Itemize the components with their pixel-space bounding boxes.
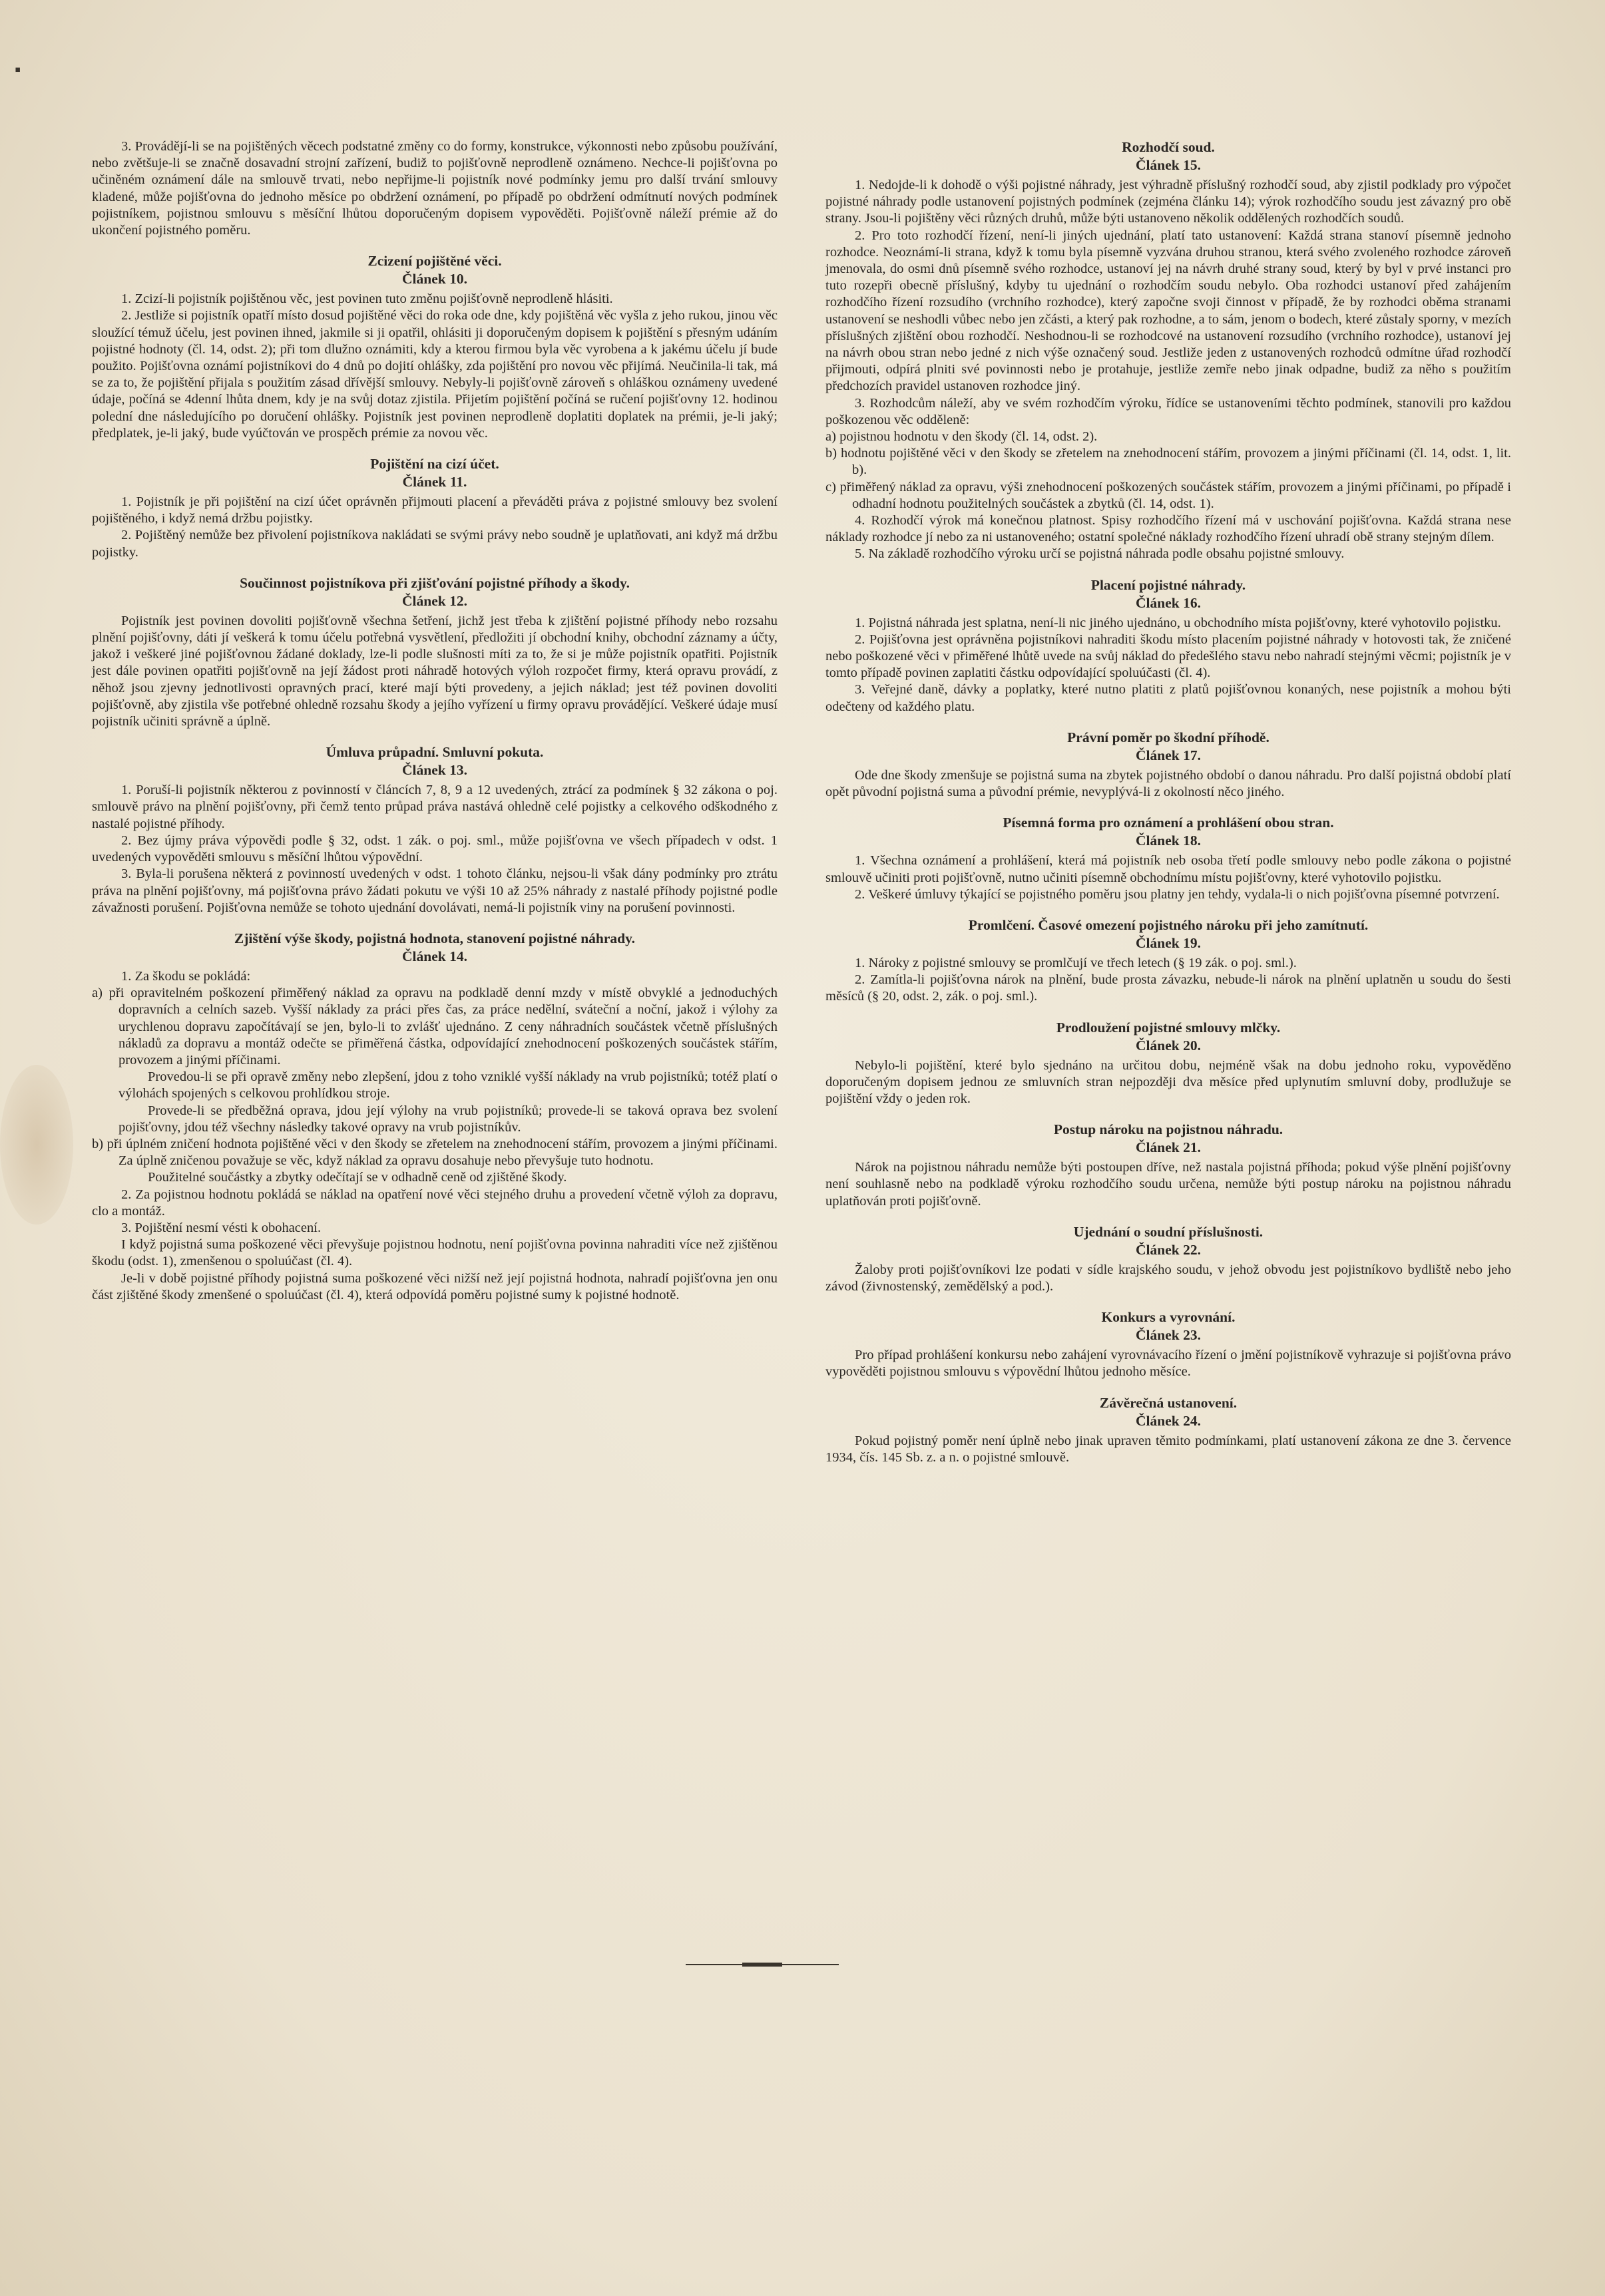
- article-section: [825, 1121, 1511, 1210]
- section-heading: Pojištění na cizí účet.: [370, 456, 499, 473]
- section-heading: Ujednání o soudní příslušnosti.: [1073, 1223, 1263, 1240]
- article-number: Článek 19.: [1136, 934, 1201, 951]
- list-item: [825, 429, 1511, 445]
- paragraph: 1. Poruší-li pojistník některou z povinností v článcích 7, 8, 9 a 12 uvedených, ztrácí za podmínek § 32 zákona o poj. smlouvě právo na plnění pojišťovny, při čemž tento průpad práva nastává ohledně celé pojistky a celkového odškodného z nastalé pojistné příhody.: [92, 783, 778, 831]
- article-section: [92, 743, 778, 916]
- closing-rule: [686, 1962, 839, 1967]
- article-section: [825, 814, 1511, 903]
- paragraph: 2. Za pojistnou hodnotu pokládá se náklad na opatření nové věci stejného druhu a provedení včetně výloh za dopravu, clo a montáž.: [92, 1187, 778, 1219]
- article-section: [92, 574, 778, 730]
- section-heading: Úmluva průpadní. Smluvní pokuta.: [326, 744, 544, 761]
- article-number: Článek 24.: [1136, 1412, 1201, 1429]
- section-heading: Promlčení. Časové omezení pojistného nároku při jeho zamítnutí.: [968, 916, 1369, 933]
- article-section: [92, 930, 778, 1304]
- closing-rule-center: [742, 1963, 782, 1967]
- article-number: Článek 12.: [402, 592, 467, 609]
- paragraph: 1. Pojistná náhrada jest splatna, není-li nic jiného ujednáno, u obchodního místa pojišťovny, které vyhotovilo pojistku.: [855, 615, 1501, 630]
- list-item-label: b): [92, 1136, 104, 1151]
- article-number: Článek 17.: [1136, 747, 1201, 763]
- paragraph: 2. Pro toto rozhodčí řízení, není-li jiných ujednání, platí tato ustanovení: Každá strana stanoví písemně jednoho rozhodce. Neoznámí-li strana, když k tomu byla písemně vyzvána druhou stranou, která svého zvoleného rozhodce zároveň jmenovala, do osmi dnů písemně svého rozhodce, ustanoví jej na návrh druhé strany soud, který by byl v prvé instanci pro tuto rozepři obecně příslušný, kdyby tu ujednání o rozhodčím soudu nebylo. Oba rozhodci ustanoví před zahájením rozhodčího řízení rozsudího (vrchního rozhodce), který započne svoji činnost v případě, že by rozhodci oběma stranami ustanovení se neshodli vůbec nebo jen zčásti, a který pak rozhodne, a to sám, jenom o bodech, které zůstaly sporny, v mezích příslušných zjištění obou rozhodčí. Neshodnou-li se rozhodcové na ustanovení rozsudího (vrchního rozhodce), ustanoví jej na návrh obou stran nebo jedné z nich výše označený soud. Jestliže jeden z ustanovených rozhodců odmítne úřad rozhodčí přijmouti, odpírá plniti své povinnosti nebo je protahuje, jestliže zemře nebo jinak odpadne, budiž za něho s použitím předchozích pravidel ustanoven rozhodce jiný.: [825, 228, 1511, 394]
- article-section: [92, 138, 778, 239]
- paragraph: 2. Veškeré úmluvy týkající se pojistného poměru jsou platny jen tehdy, vydala-li o nich pojišťovna písemné potvrzení.: [855, 886, 1500, 902]
- article-section: [825, 1223, 1511, 1295]
- left-column: [92, 138, 778, 1317]
- list-item: [92, 985, 778, 1136]
- article-section: [825, 138, 1511, 563]
- article-section: [825, 1394, 1511, 1466]
- article-section: [825, 916, 1511, 1006]
- section-heading: Zjištění výše škody, pojistná hodnota, stanovení pojistné náhrady.: [234, 930, 636, 946]
- article-section: [825, 576, 1511, 715]
- paragraph: 1. Všechna oznámení a prohlášení, která má pojistník neb osoba třetí podle smlouvy nebo podle zákona o pojistné smlouvě učiniti proti pojišťovně, nutno učiniti písemně obchodnímu místu pojišťovny, které vyhotovilo pojistku.: [825, 853, 1511, 885]
- article-number: Článek 22.: [1136, 1241, 1201, 1258]
- list-item-label: c): [825, 479, 836, 494]
- list-item-text: pojistnou hodnotu v den škody (čl. 14, odst. 2).: [839, 429, 1098, 445]
- article-section: [92, 252, 778, 442]
- list-item-subparagraph: Použitelné součástky a zbytky odečítají se v odhadně ceně od zjištěné škody.: [148, 1170, 567, 1185]
- list-item: [825, 479, 1511, 512]
- paragraph: 1. Zcizí-li pojistník pojištěnou věc, jest povinen tuto změnu pojišťovně neprodleně hlásiti.: [121, 291, 613, 307]
- paragraph: Nebylo-li pojištění, které bylo sjednáno na určitou dobu, nejméně však na dobu jednoho roku, vypověděno doporučeným dopisem jednou ze smluvních stran nejpozději dva měsíce před uplynutím smluvní doby, prodlužuje se pojištění vždy o jeden rok.: [825, 1057, 1511, 1106]
- article-number: Článek 15.: [1136, 157, 1201, 173]
- section-heading: Zcizení pojištěné věci.: [367, 253, 502, 270]
- paragraph: Pojistník jest povinen dovoliti pojišťovně všechna šetření, jichž jest třeba k zjištění pojistné příhody nebo rozsahu plnění pojišťovny, dáti jí veškerá k tomu účelu potřebná vysvětlení, předložiti jí obchodní knihy, obchodní záznamy a účty, jakož i veškeré jiné pojišťovnou žádané doklady, lze-li podle slušnosti míti za to, že si je může pojistník opatřiti. Pojistník jest dále povinen opatřiti pojišťovně na její žádost proti náhradě hotových výloh rozpočet firmy, která opravu provádí, z něhož jsou zjevny jednotlivosti opravných prací, které mají býti provedeny, a jejich náklad; jest též povinen dovoliti pojišťovně, aby zjistila vše potřebné ohledně rozsahu škody a jejího vyřízení u firmy opravu provádějící. Veškeré údaje musí pojistník učiniti správně a úplně.: [92, 613, 778, 729]
- paragraph: 3. Byla-li porušena některá z povinností uvedených v odst. 1 tohoto článku, nejsou-li však dány podmínky pro ztrátu práva na plnění pojišťovny, má pojišťovna právo žádati pokutu ve výši 10 až 25% náhrady z nastalé příhody pojistné podle závažnosti porušení. Pojišťovna nemůže se tohoto ujednání dovolávati, nemá-li pojistník viny na porušení povinnosti.: [92, 866, 778, 915]
- paragraph: 1. Nároky z pojistné smlouvy se promlčují ve třech letech (§ 19 zák. o poj. sml.).: [855, 955, 1297, 970]
- list-item: [825, 445, 1511, 478]
- list-item-text: hodnotu pojištěné věci v den škody se zřetelem na znehodnocení stářím, provozem a jinými příčinami (čl. 14, odst. 1, lit. b).: [841, 446, 1511, 478]
- paragraph: Ode dne škody zmenšuje se pojistná suma na zbytek pojistného období o danou náhradu. Pro další pojistná období platí opět původní pojistná suma a původní prémie, nevyplývá-li z okolností něco jiného.: [825, 767, 1511, 800]
- article-section: [825, 729, 1511, 801]
- list-item-text: přiměřený náklad za opravu, výši znehodnocení poškozených součástek stářím, provozem a jinými příčinami, po případě i odhadní hodnotu použitelných součástek a zbytků (čl. 14, odst. 1).: [839, 479, 1512, 511]
- list-item-label: a): [825, 429, 836, 445]
- list-item-label: b): [825, 446, 837, 461]
- article-number: Článek 11.: [402, 474, 467, 490]
- article-number: Článek 14.: [402, 948, 467, 964]
- paragraph: 2. Bez újmy práva výpovědi podle § 32, odst. 1 zák. o poj. sml., může pojišťovna ve všech případech v odst. 1 uvedených vypověděti smlouvu s měsíční lhůtou výpovědní.: [92, 833, 778, 865]
- paragraph: Pokud pojistný poměr není úplně nebo jinak upraven těmito podmínkami, platí ustanovení zákona ze dne 3. července 1934, čís. 145 Sb. z. a n. o pojistné smlouvě.: [825, 1433, 1511, 1465]
- article-number: Článek 21.: [1136, 1139, 1201, 1156]
- paragraph: Žaloby proti pojišťovníkovi lze podati v sídle krajského soudu, v jehož obvodu jest pojistníkovo bydliště nebo jeho závod (živnostenský, zemědělský a pod.).: [825, 1262, 1511, 1294]
- paragraph: 1. Nedojde-li k dohodě o výši pojistné náhrady, jest výhradně příslušný rozhodčí soud, aby zjistil podklady pro výpočet pojistné náhrady podle ustanovení pojistných podmínek (zejména článku 14); výrok rozhodčího soudu jest závazný pro obě strany. Jsou-li pojištěny věci různých druhů, může býti ustanoveno několik oddělených rozhodčích soudů.: [825, 178, 1511, 226]
- list-item-text: při úplném zničení hodnota pojištěné věci v den škody se zřetelem na znehodnocení stářím, provozem a jinými příčinami. Za úplně zničenou považuje se věc, když náklad za opravu dosahuje nebo převyšuje tuto hodnotu.: [107, 1136, 778, 1169]
- paragraph: Pro případ prohlášení konkursu nebo zahájení vyrovnávacího řízení o jmění pojistníkově vyhrazuje si pojišťovna právo vypověděti pojistnou smlouvu s výpovědní lhůtou jednoho měsíce.: [825, 1348, 1511, 1380]
- list-item-subparagraph: Provedou-li se při opravě změny nebo zlepšení, jdou z toho vzniklé vyšší náklady na vrub pojistníků; totéž platí o výlohách spojených s celkovou prohlídkou stroje.: [118, 1069, 778, 1101]
- paragraph: 3. Pojištění nesmí vésti k obohacení.: [121, 1220, 322, 1235]
- paragraph: 1. Za škodu se pokládá:: [121, 968, 251, 984]
- paragraph: 1. Pojistník je při pojištění na cizí účet oprávněn přijmouti placení a převáděti práva z pojistné smlouvy bez svolení pojištěného, i když nemá držbu pojistky.: [92, 494, 778, 526]
- section-heading: Závěrečná ustanovení.: [1099, 1394, 1238, 1411]
- article-number: Článek 23.: [1136, 1327, 1201, 1344]
- section-heading: Součinnost pojistníkova při zjišťování pojistné příhody a škody.: [240, 574, 630, 591]
- paragraph: Je-li v době pojistné příhody pojistná suma poškozené věci nižší než její pojistná hodnota, nahradí pojišťovna jen onu část zjištěné škody zmenšené o spoluúčast (čl. 4), která odpovídá poměru pojistné sumy k pojistné hodnotě.: [92, 1270, 778, 1302]
- list-item-text: při opravitelném poškození přiměřený náklad za opravu na podkladě denní mzdy v místě obvyklé a jednoduchých dopravních a celních sazeb. Vyšší náklady za práci přes čas, za práce nedělní, sváteční a noční, jakož i výlohy za urychlenou dopravu započítávají se jen, bylo-li to zvlášť ujednáno. Z ceny náhradních součástek včetně příslušných nákladů za dopravu a montáž odečte se přiměřená částka, odpovídající znehodnocení poškozených součástek stářím, provozem a jinými příčinami.: [109, 986, 778, 1067]
- paragraph: 3. Provádějí-li se na pojištěných věcech podstatné změny co do formy, konstrukce, výkonnosti nebo způsobu používání, nebo zvětšuje-li se značně dosavadní strojní zařízení, budiž to pojišťovně neprodleně oznámeno. Nechce-li pojišťovna po učiněném oznámení dále na smlouvě trvati, nebo nepřijme-li pojistník nové podmínky jemu pro další trvání smlouvy kladené, může pojišťovna do jednoho měsíce po obdržení oznámení, po případě po obdržení odmítnutí nových podmínek pojistníkem, pojistnou smlouvu s měsíční lhůtou doporučeným dopisem vypověděti. Pojišťovně náleží prémie až do ukončení pojistného poměru.: [92, 139, 778, 238]
- paragraph: 3. Rozhodcům náleží, aby ve svém rozhodčím výroku, řídíce se ustanoveními těchto podmínek, stanovili pro každou poškozenou věc odděleně:: [825, 395, 1511, 427]
- article-section: [825, 1019, 1511, 1108]
- paragraph: I když pojistná suma poškozené věci převyšuje pojistnou hodnotu, není pojišťovna povinna nahraditi více než zjištěnou škodu (odst. 1), zmenšenou o spoluúčast (čl. 4).: [92, 1237, 778, 1269]
- article-number: Článek 20.: [1136, 1037, 1201, 1053]
- paragraph: 4. Rozhodčí výrok má konečnou platnost. Spisy rozhodčího řízení má v uschování pojišťovna. Každá strana nese náklady rozhodce jí nebo za ni ustanoveného; ostatní společné náklady rozhodčího řízení uhradí obě strany stejným dílem.: [825, 513, 1511, 545]
- section-heading: Placení pojistné náhrady.: [1090, 576, 1246, 593]
- margin-mark: ▪: [15, 60, 21, 79]
- paragraph: 2. Pojišťovna jest oprávněna pojistníkovi nahraditi škodu místo placením pojistné náhrady v hotovosti tak, že zničené nebo poškozené věci v přiměřené lhůtě uvede na svůj náklad do předešlého stavu nebo nahradí stejnými věcmi; pojistník je v tomto případě povinen zaplatiti částku odpovídající spoluúčasti (čl. 4).: [825, 632, 1511, 681]
- article-number: Článek 13.: [402, 762, 467, 779]
- paragraph: 2. Jestliže si pojistník opatří místo dosud pojištěné věci do roka ode dne, kdy pojištěná věc vyšla z jeho rukou, jinou věc sloužící témuž účelu, jest povinen ihned, jakmile si ji opatřil, ohlásiti ji doporučeným dopisem k pojištění s přesným udáním pojistné hodnoty (čl. 14, odst. 2); při tom dlužno oznámiti, kdy a kterou firmou byla věc vyrobena a k jakému účelu jí bude použito. Pojišťovna oznámí pojistníkovi do 4 dnů po dojití ohlášky, zda pojištění pro novou věc přijímá. Neučinila-li tak, má se za to, že pojištění přijala s použitím zásad dřívější smlouvy. Nebyly-li pojišťovně zároveň s ohláškou oznámeny uvedené údaje, počíná se 4denní lhůta dnem, kdy je na svůj dotaz zjistila. Přijetím pojištění počíná se ručení pojišťovny 12. hodinou polední dne následujícího po doručení ohlášky. Pojistník jest povinen neprodleně doplatiti doplatek na prémii, je-li jaký; předplatek, je-li jaký, bude vyúčtován ve prospěch prémie za novou věc.: [92, 308, 778, 441]
- paragraph: 2. Pojištěný nemůže bez přivolení pojistníkova nakládati se svými právy nebo soudně je uplatňovati, ani když má držbu pojistky.: [92, 528, 778, 560]
- section-heading: Písemná forma pro oznámení a prohlášení obou stran.: [1003, 815, 1334, 831]
- paragraph: 3. Veřejné daně, dávky a poplatky, které nutno platiti z platů pojišťovnou konaných, nese pojistník a mohou býti odečteny od každého platu.: [825, 682, 1511, 714]
- article-section: [825, 1308, 1511, 1380]
- section-heading: Prodloužení pojistné smlouvy mlčky.: [1056, 1019, 1281, 1036]
- article-number: Článek 10.: [402, 271, 467, 287]
- article-number: Článek 16.: [1136, 594, 1201, 611]
- paper-stain: [0, 1065, 73, 1225]
- list-item-subparagraph: Provede-li se předběžná oprava, jdou její výlohy na vrub pojistníků; provede-li se taková oprava bez svolení pojišťovny, jdou též všechny následky takové opravy na vrub pojistníkův.: [118, 1103, 778, 1135]
- list-item-label: a): [92, 986, 103, 1001]
- article-number: Článek 18.: [1136, 833, 1201, 849]
- section-heading: Rozhodčí soud.: [1122, 139, 1215, 155]
- section-heading: Postup nároku na pojistnou náhradu.: [1053, 1121, 1283, 1138]
- paragraph: 5. Na základě rozhodčího výroku určí se pojistná náhrada podle obsahu pojistné smlouvy.: [855, 546, 1345, 562]
- article-section: [92, 455, 778, 561]
- paragraph: 2. Zamítla-li pojišťovna nárok na plnění, bude prosta závazku, nebude-li nárok na plnění uplatněn u soudu do šesti měsíců (§ 20, odst. 2, zák. o poj. sml.).: [825, 972, 1511, 1004]
- list-item: [92, 1136, 778, 1187]
- paragraph: Nárok na pojistnou náhradu nemůže býti postoupen dříve, než nastala pojistná příhoda; pokud výše plnění pojišťovny není souhlasně nebo na podkladě výroku rozhodčího soudu určena, nemůže býti postup nároku na pojistnou náhradu uplatňován proti pojišťovně.: [825, 1160, 1511, 1209]
- section-heading: Konkurs a vyrovnání.: [1101, 1309, 1236, 1326]
- section-heading: Právní poměr po škodní příhodě.: [1067, 729, 1269, 745]
- right-column: [825, 138, 1511, 1479]
